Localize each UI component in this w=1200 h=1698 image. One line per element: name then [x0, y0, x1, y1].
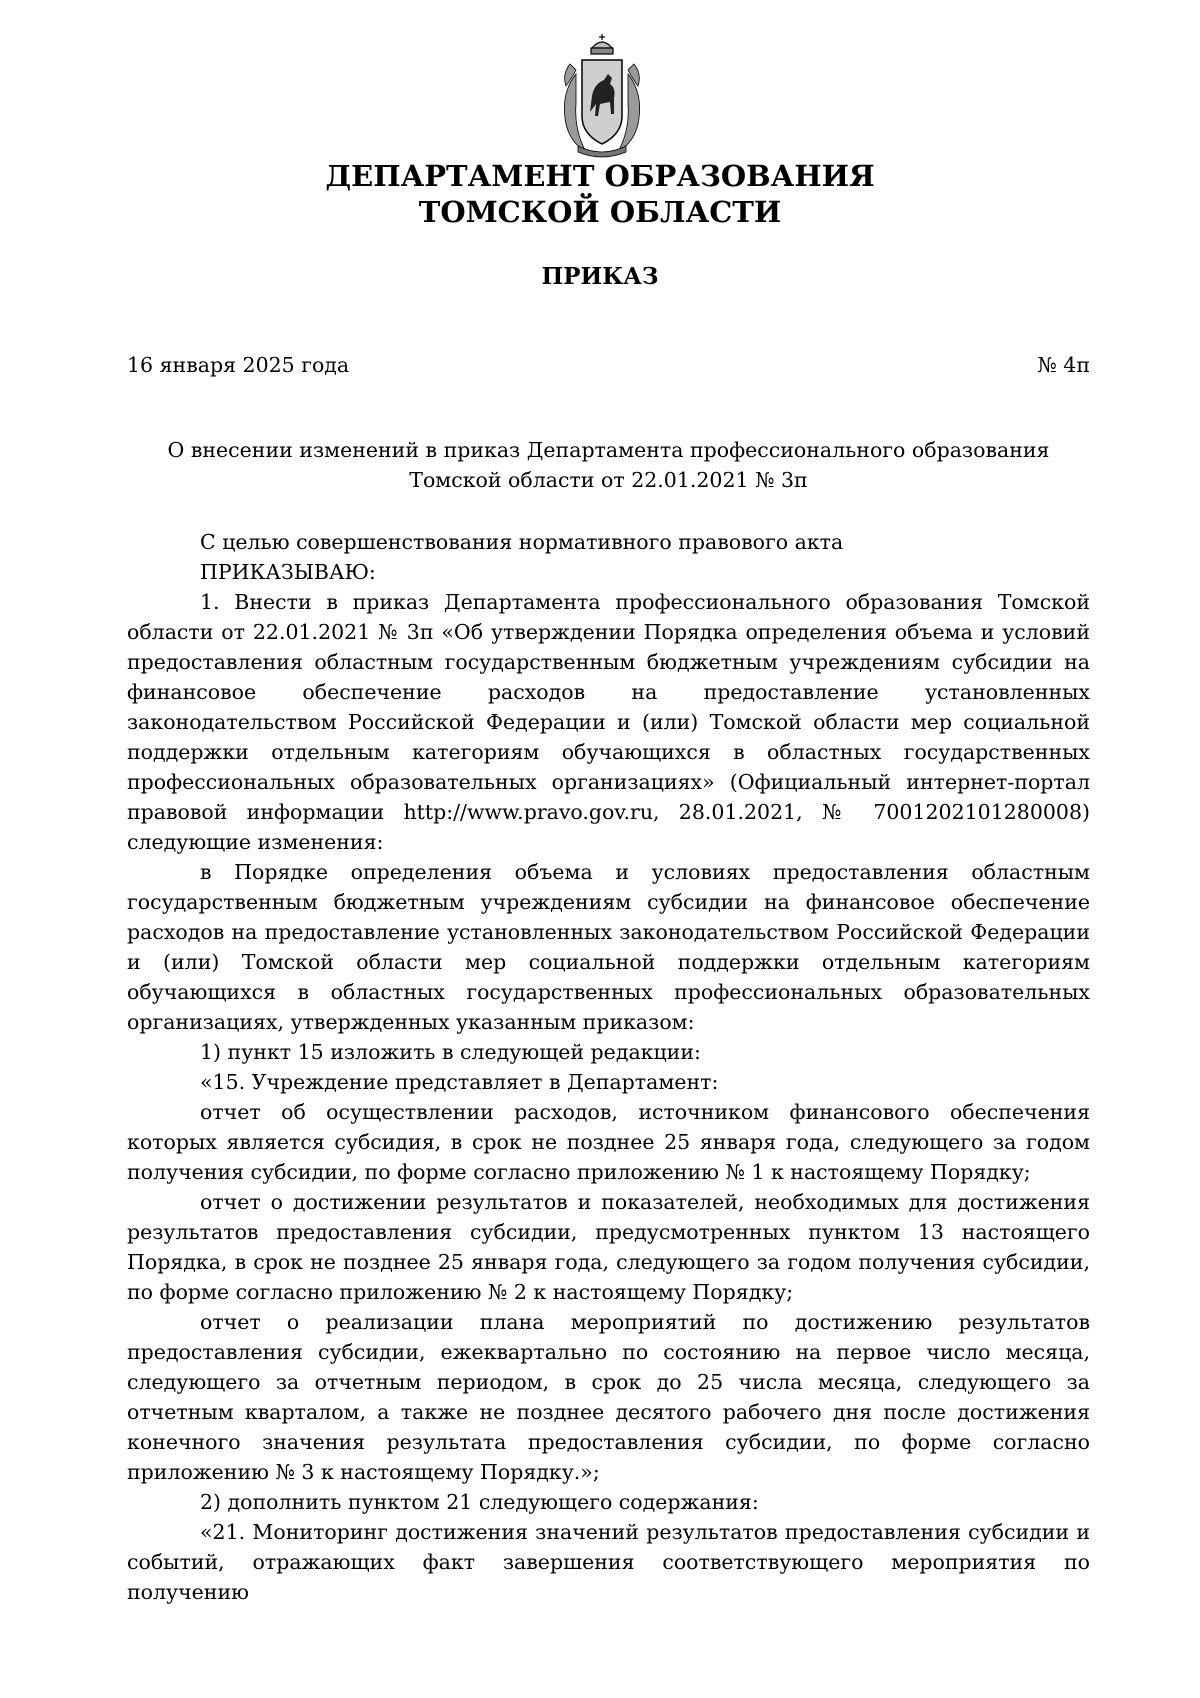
body-paragraph: «21. Мониторинг достижения значений результатов предоставления субсидии и событий, отражающих факт завершения соответствующего мероприятия по получению [127, 1520, 1090, 1604]
date-number-row [127, 350, 1090, 380]
body-paragraph: 1) пункт 15 изложить в следующей редакции: [200, 1040, 701, 1064]
body-paragraph: отчет о реализации плана мероприятий по достижению результатов предоставления субсидии, ежеквартально по состоянию на первое число месяца, следующего за отчетным периодом, в срок до 25 числа месяца, следующего за отчетным кварталом, а также не позднее десятого рабочего дня после достижения конечного значения результата предоставления субсидии, по форме согласно приложению № 3 к настоящему Порядку.»; [127, 1310, 1090, 1484]
organization-name-line-1: ДЕПАРТАМЕНТ ОБРАЗОВАНИЯ [325, 159, 875, 193]
body-paragraph: в Порядке определения объема и условиях предоставления областным государственным бюджетным учреждениям субсидии на финансовое обеспечение расходов на предоставление установленных законодательством Российской Федерации и (или) Томской области мер социальной поддержки отдельным категориям обучающихся в областных государственных профессиональных образовательных организациях, утвержденных указанным приказом: [127, 860, 1090, 1034]
coat-of-arms-icon [556, 34, 648, 162]
body-paragraph: С целью совершенствования нормативного правового акта [200, 530, 844, 554]
subject-line-1: О внесении изменений в приказ Департамента профессионального образования [167, 438, 1050, 462]
document-date: 16 января 2025 года [127, 353, 350, 377]
document-body [127, 527, 1090, 1607]
document-number: № 4п [1037, 353, 1090, 377]
body-paragraph: «15. Учреждение представляет в Департамент: [200, 1070, 719, 1094]
body-paragraph: ПРИКАЗЫВАЮ: [200, 560, 376, 584]
body-paragraph: 2) дополнить пунктом 21 следующего содержания: [200, 1490, 759, 1514]
body-paragraph: отчет о достижении результатов и показателей, необходимых для достижения результатов предоставления субсидии, предусмотренных пунктом 13 настоящего Порядка, в срок не позднее 25 января года, следующего за годом получения субсидии, по форме согласно приложению № 2 к настоящему Порядку; [127, 1190, 1090, 1304]
organization-name [0, 158, 1200, 230]
document-type-title: ПРИКАЗ [541, 263, 659, 290]
body-paragraph: 1. Внести в приказ Департамента профессионального образования Томской области от 22.01.2021 № 3п «Об утверждении Порядка определения объема и условий предоставления областным государственным бюджетным учреждениям субсидии на финансовое обеспечение расходов на предоставление установленных законодательством Российской Федерации и (или) Томской области мер социальной поддержки отдельным категориям обучающихся в областных государственных профессиональных образовательных организациях» (Официальный интернет-портал правовой информации http://www.pravo.gov.ru, 28.01.2021, № 7001202101280008) следующие изменения: [127, 590, 1090, 854]
document-subject [127, 435, 1090, 495]
organization-name-line-2: ТОМСКОЙ ОБЛАСТИ [418, 195, 782, 229]
subject-line-2: Томской области от 22.01.2021 № 3п [409, 468, 808, 492]
body-paragraph: отчет об осуществлении расходов, источником финансового обеспечения которых является субсидия, в срок не позднее 25 января года, следующего за годом получения субсидии, по форме согласно приложению № 1 к настоящему Порядку; [127, 1100, 1090, 1184]
